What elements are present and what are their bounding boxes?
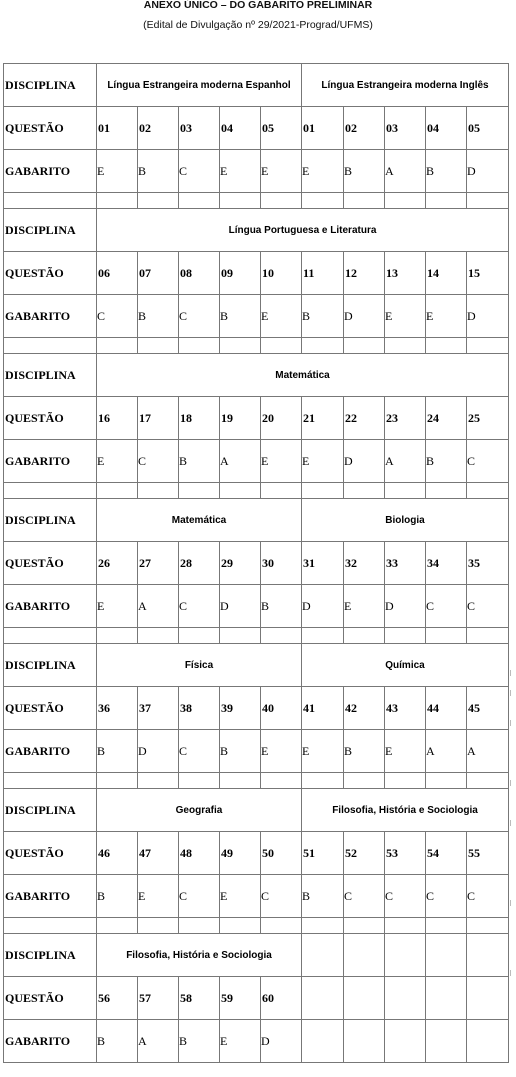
answer-letter: C [97,295,138,338]
question-number: 01 [97,107,138,150]
discipline-name: Filosofia, História e Sociologia [97,934,302,977]
question-number: 03 [179,107,220,150]
discipline-name: Biologia [302,499,509,542]
answer-letter: C [426,875,467,918]
discipline-label: DISCIPLINA [4,64,97,107]
spacer-row [4,628,509,644]
question-number: 33 [385,542,426,585]
blank-cell [467,773,509,789]
answer-letter: C [179,150,220,193]
blank-cell [179,628,220,644]
question-number: 04 [220,107,261,150]
question-number: 32 [344,542,385,585]
answer-letter: C [467,585,509,628]
question-number: 06 [97,252,138,295]
question-number: 17 [138,397,179,440]
answer-letter: C [467,440,509,483]
question-number: 18 [179,397,220,440]
margin-mark [510,780,516,786]
answer-letter: C [179,730,220,773]
blank-cell [467,193,509,209]
answer-letter [302,1020,344,1063]
blank-cell [220,628,261,644]
question-number: 40 [261,687,302,730]
answer-letter: B [220,295,261,338]
discipline-row [4,499,509,542]
page-title: ANEXO ÚNICO – DO GABARITO PRELIMINAR [143,0,373,11]
spacer-row [4,918,509,934]
answer-letter: B [179,440,220,483]
answer-letter: E [220,150,261,193]
answer-letter: B [302,875,344,918]
answer-row [4,730,509,773]
question-number: 31 [302,542,344,585]
margin-mark [510,900,516,906]
question-number: 47 [138,832,179,875]
answer-letter: E [261,295,302,338]
question-number: 10 [261,252,302,295]
blank-cell [179,483,220,499]
answer-row [4,295,509,338]
discipline-name [344,934,385,977]
question-number: 34 [426,542,467,585]
margin-mark [510,970,516,976]
blank-cell [138,193,179,209]
answer-letter: B [426,440,467,483]
question-label: QUESTÃO [4,977,97,1020]
blank-cell [179,193,220,209]
answer-letter: B [344,150,385,193]
answer-letter: D [344,440,385,483]
blank-cell [4,483,97,499]
answer-row [4,440,509,483]
answer-letter: B [138,295,179,338]
question-number: 23 [385,397,426,440]
margin-mark [510,820,516,826]
question-number: 37 [138,687,179,730]
answer-letter: B [179,1020,220,1063]
discipline-label: DISCIPLINA [4,209,97,252]
answer-letter: C [179,585,220,628]
spacer-row [4,773,509,789]
answer-letter: E [261,150,302,193]
answer-letter: D [220,585,261,628]
discipline-name [467,934,509,977]
discipline-name [302,934,344,977]
answer-letter: D [138,730,179,773]
blank-cell [261,628,302,644]
question-number: 59 [220,977,261,1020]
blank-cell [467,628,509,644]
discipline-label: DISCIPLINA [4,934,97,977]
blank-cell [426,483,467,499]
blank-cell [302,338,344,354]
blank-cell [220,918,261,934]
blank-cell [344,338,385,354]
answer-letter: C [179,875,220,918]
blank-cell [138,773,179,789]
margin-mark [510,670,516,676]
discipline-name [385,934,426,977]
question-number [385,977,426,1020]
question-number: 01 [302,107,344,150]
blank-cell [426,338,467,354]
blank-cell [426,773,467,789]
answer-letter: E [302,150,344,193]
question-number [344,977,385,1020]
question-number: 42 [344,687,385,730]
blank-cell [97,483,138,499]
answer-letter: E [261,730,302,773]
answer-letter: E [261,440,302,483]
discipline-row [4,354,509,397]
question-number: 05 [261,107,302,150]
page-subtitle: (Edital de Divulgação nº 29/2021-Prograd/UFMS) [143,19,373,31]
blank-cell [385,193,426,209]
blank-cell [302,918,344,934]
question-number: 07 [138,252,179,295]
question-label: QUESTÃO [4,107,97,150]
discipline-name: Química [302,644,509,687]
answer-letter: E [302,730,344,773]
blank-cell [261,193,302,209]
question-number: 20 [261,397,302,440]
question-number: 57 [138,977,179,1020]
question-number: 02 [138,107,179,150]
blank-cell [426,193,467,209]
question-number: 02 [344,107,385,150]
answer-letter: E [426,295,467,338]
question-label: QUESTÃO [4,542,97,585]
blank-cell [97,628,138,644]
answer-label: GABARITO [4,150,97,193]
answer-row [4,585,509,628]
blank-cell [426,628,467,644]
question-number: 14 [426,252,467,295]
spacer-row [4,483,509,499]
blank-cell [261,483,302,499]
question-row [4,542,509,585]
blank-cell [302,483,344,499]
discipline-name: Filosofia, História e Sociologia [302,789,509,832]
question-number [302,977,344,1020]
answer-letter: E [97,440,138,483]
question-number: 24 [426,397,467,440]
margin-mark [510,720,516,726]
answer-letter: E [385,295,426,338]
answer-label: GABARITO [4,295,97,338]
question-number: 48 [179,832,220,875]
question-number: 58 [179,977,220,1020]
blank-cell [138,918,179,934]
answer-letter: B [261,585,302,628]
blank-cell [344,193,385,209]
question-number: 35 [467,542,509,585]
question-row [4,687,509,730]
discipline-row [4,64,509,107]
blank-cell [138,338,179,354]
question-number [467,977,509,1020]
answer-label: GABARITO [4,730,97,773]
answer-letter: D [302,585,344,628]
answer-letter: D [385,585,426,628]
discipline-row [4,934,509,977]
question-number: 11 [302,252,344,295]
blank-cell [138,628,179,644]
answer-letter [385,1020,426,1063]
question-number: 53 [385,832,426,875]
answer-letter: A [385,440,426,483]
question-number: 60 [261,977,302,1020]
blank-cell [426,918,467,934]
question-number: 16 [97,397,138,440]
blank-cell [467,483,509,499]
answer-letter: B [302,295,344,338]
question-number: 19 [220,397,261,440]
answer-label: GABARITO [4,1020,97,1063]
question-number: 30 [261,542,302,585]
discipline-label: DISCIPLINA [4,644,97,687]
question-number: 56 [97,977,138,1020]
blank-cell [385,918,426,934]
answer-letter: A [426,730,467,773]
blank-cell [467,918,509,934]
question-label: QUESTÃO [4,252,97,295]
answer-letter: E [385,730,426,773]
answer-letter: E [344,585,385,628]
blank-cell [344,918,385,934]
question-number: 26 [97,542,138,585]
discipline-name: Física [97,644,302,687]
blank-cell [4,918,97,934]
question-number: 52 [344,832,385,875]
answer-letter: B [97,730,138,773]
question-number [426,977,467,1020]
answer-letter: B [426,150,467,193]
discipline-name: Língua Estrangeira moderna Inglês [302,64,509,107]
blank-cell [97,918,138,934]
discipline-row [4,644,509,687]
answer-key-table [3,63,509,1063]
question-number: 54 [426,832,467,875]
answer-label: GABARITO [4,440,97,483]
answer-letter: B [344,730,385,773]
answer-letter: D [467,295,509,338]
answer-letter: E [97,585,138,628]
discipline-row [4,209,509,252]
blank-cell [220,338,261,354]
question-number: 27 [138,542,179,585]
question-number: 44 [426,687,467,730]
blank-cell [4,193,97,209]
question-number: 12 [344,252,385,295]
blank-cell [302,628,344,644]
blank-cell [4,628,97,644]
margin-mark [510,690,516,696]
blank-cell [179,338,220,354]
spacer-row [4,193,509,209]
question-number: 04 [426,107,467,150]
question-number: 51 [302,832,344,875]
blank-cell [261,338,302,354]
answer-row [4,875,509,918]
answer-row [4,1020,509,1063]
answer-letter: A [467,730,509,773]
blank-cell [385,628,426,644]
question-number: 49 [220,832,261,875]
blank-cell [220,483,261,499]
discipline-name: Matemática [97,499,302,542]
answer-letter: B [220,730,261,773]
blank-cell [97,338,138,354]
question-number: 50 [261,832,302,875]
question-number: 08 [179,252,220,295]
answer-letter: D [261,1020,302,1063]
question-label: QUESTÃO [4,687,97,730]
answer-letter: E [220,875,261,918]
blank-cell [385,483,426,499]
blank-cell [220,773,261,789]
question-number: 29 [220,542,261,585]
discipline-name: Língua Estrangeira moderna Espanhol [97,64,302,107]
question-number: 03 [385,107,426,150]
blank-cell [179,773,220,789]
question-row [4,107,509,150]
question-number: 22 [344,397,385,440]
question-label: QUESTÃO [4,397,97,440]
discipline-name: Matemática [97,354,509,397]
question-number: 13 [385,252,426,295]
discipline-label: DISCIPLINA [4,354,97,397]
question-number: 15 [467,252,509,295]
answer-letter: A [220,440,261,483]
question-row [4,397,509,440]
discipline-label: DISCIPLINA [4,499,97,542]
question-row [4,832,509,875]
question-number: 28 [179,542,220,585]
question-number: 38 [179,687,220,730]
answer-label: GABARITO [4,875,97,918]
answer-row [4,150,509,193]
question-number: 45 [467,687,509,730]
answer-letter: C [467,875,509,918]
question-number: 55 [467,832,509,875]
blank-cell [4,773,97,789]
blank-cell [385,338,426,354]
blank-cell [97,773,138,789]
discipline-name: Língua Portuguesa e Literatura [97,209,509,252]
question-number: 43 [385,687,426,730]
question-number: 36 [97,687,138,730]
answer-letter: D [467,150,509,193]
answer-letter: E [302,440,344,483]
discipline-row [4,789,509,832]
question-label: QUESTÃO [4,832,97,875]
blank-cell [302,193,344,209]
answer-letter: D [344,295,385,338]
blank-cell [261,773,302,789]
blank-cell [261,918,302,934]
blank-cell [344,773,385,789]
blank-cell [385,773,426,789]
answer-label: GABARITO [4,585,97,628]
blank-cell [344,483,385,499]
spacer-row [4,338,509,354]
answer-letter: C [138,440,179,483]
discipline-label: DISCIPLINA [4,789,97,832]
question-row [4,252,509,295]
answer-letter: B [138,150,179,193]
question-number: 41 [302,687,344,730]
question-number: 46 [97,832,138,875]
answer-letter: A [138,585,179,628]
answer-letter: C [179,295,220,338]
question-number: 09 [220,252,261,295]
blank-cell [138,483,179,499]
answer-letter: B [97,875,138,918]
question-number: 21 [302,397,344,440]
answer-letter: C [344,875,385,918]
answer-letter: E [220,1020,261,1063]
question-number: 39 [220,687,261,730]
blank-cell [4,338,97,354]
answer-letter: A [385,150,426,193]
answer-letter [426,1020,467,1063]
question-number: 25 [467,397,509,440]
answer-letter: C [426,585,467,628]
discipline-name: Geografia [97,789,302,832]
blank-cell [220,193,261,209]
blank-cell [467,338,509,354]
answer-letter [467,1020,509,1063]
answer-letter: A [138,1020,179,1063]
answer-letter [344,1020,385,1063]
answer-letter: E [138,875,179,918]
answer-letter: C [261,875,302,918]
answer-letter: C [385,875,426,918]
question-number: 05 [467,107,509,150]
discipline-name [426,934,467,977]
blank-cell [302,773,344,789]
answer-letter: E [97,150,138,193]
blank-cell [179,918,220,934]
blank-cell [97,193,138,209]
blank-cell [344,628,385,644]
answer-letter: B [97,1020,138,1063]
question-row [4,977,509,1020]
